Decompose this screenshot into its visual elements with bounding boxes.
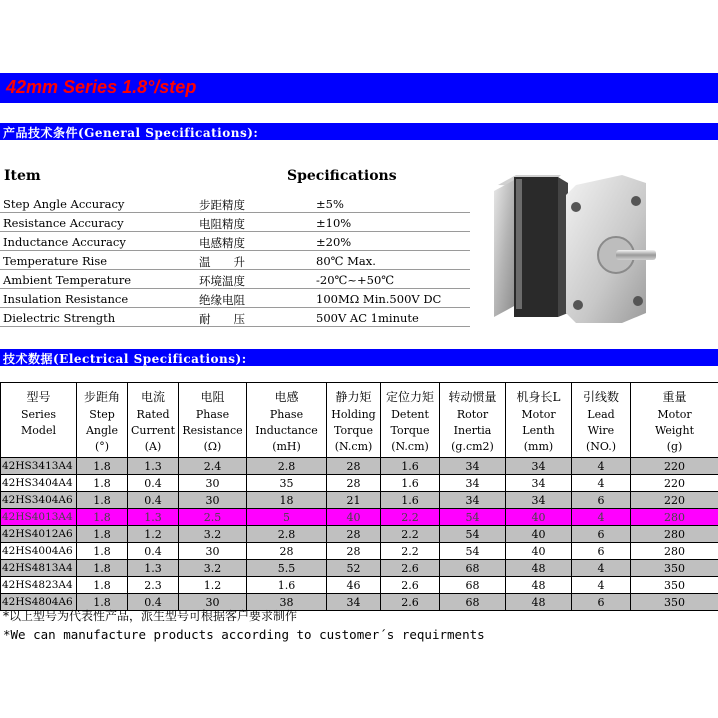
column-header: [128, 383, 179, 458]
table-cell: 18: [247, 492, 327, 509]
spec-value: 100MΩ Min.500V DC: [316, 292, 442, 306]
column-header-cn: 引线数: [582, 390, 619, 404]
table-cell: 280: [631, 526, 718, 543]
column-header-en: (°): [94, 440, 110, 453]
table-cell: 34: [506, 475, 572, 492]
spec-value: ±20%: [316, 235, 352, 249]
note-cn: *以上型号为代表性产品，派生型号可根据客户要求制作: [3, 609, 298, 623]
table-cell: 220: [631, 458, 718, 475]
table-cell: 1.8: [77, 492, 128, 509]
table-cell: 220: [631, 475, 718, 492]
table-cell: 30: [179, 594, 247, 611]
electrical-spec-title: 技术数据(Electrical Specifications):: [3, 352, 247, 366]
column-header: [381, 383, 440, 458]
column-header: [506, 383, 572, 458]
column-header: [631, 383, 718, 458]
table-cell: 28: [247, 543, 327, 560]
column-header-en: Torque: [334, 424, 373, 437]
column-header-en: Weight: [655, 424, 694, 437]
table-row: [1, 492, 718, 509]
column-header-en: Detent: [391, 408, 429, 421]
model-cell: 42HS3404A4: [1, 475, 77, 492]
spec-item-en: Temperature Rise: [3, 254, 108, 268]
table-cell: 68: [440, 577, 506, 594]
column-header-en: (g.cm2): [451, 440, 494, 453]
table-cell: 280: [631, 543, 718, 560]
column-header-en: (NO.): [585, 440, 617, 453]
column-header-en: Resistance: [182, 424, 243, 437]
table-cell: 30: [179, 475, 247, 492]
table-cell: 350: [631, 577, 718, 594]
general-spec-row: [0, 270, 470, 289]
column-header-cn: 电流: [140, 390, 165, 404]
table-cell: 34: [506, 492, 572, 509]
table-cell: 28: [327, 543, 381, 560]
page-title: 42mm Series 1.8°/step: [6, 77, 197, 97]
table-cell: 4: [572, 577, 631, 594]
table-cell: 40: [506, 543, 572, 560]
column-header: [327, 383, 381, 458]
spec-item-cn: 电感精度: [199, 236, 245, 250]
table-cell: 30: [179, 492, 247, 509]
general-spec-title: 产品技术条件(General Specifications):: [3, 126, 259, 140]
spec-item-cn: 环境温度: [199, 274, 245, 288]
table-cell: 1.6: [247, 577, 327, 594]
model-cell: 42HS4813A4: [1, 560, 77, 577]
spec-item-cn: 温 升: [199, 255, 245, 269]
table-row: [1, 526, 718, 543]
column-header-en: Inductance: [255, 424, 318, 437]
table-cell: 0.4: [128, 492, 179, 509]
column-header-en: Current: [130, 424, 176, 437]
table-cell: 54: [440, 543, 506, 560]
column-header: [77, 383, 128, 458]
table-cell: 1.3: [128, 458, 179, 475]
column-header-en: Motor: [657, 408, 692, 421]
column-header-en: (A): [144, 440, 162, 453]
table-cell: 2.2: [381, 526, 440, 543]
table-cell: 350: [631, 560, 718, 577]
table-cell: 68: [440, 594, 506, 611]
column-header-en: Model: [21, 424, 56, 437]
table-cell: 1.8: [77, 526, 128, 543]
note-en: *We can manufacture products according to customer´s requirments: [3, 627, 485, 642]
table-cell: 220: [631, 492, 718, 509]
table-cell: 1.8: [77, 475, 128, 492]
column-header-en: (g): [666, 440, 683, 453]
model-cell: 42HS4823A4: [1, 577, 77, 594]
spec-item-cn: 电阻精度: [199, 217, 245, 231]
table-cell: 4: [572, 458, 631, 475]
table-cell: 34: [327, 594, 381, 611]
table-cell: 35: [247, 475, 327, 492]
column-header-en: (Ω): [203, 440, 222, 453]
column-header-cn: 步距角: [83, 390, 120, 404]
stepper-motor-image: [476, 155, 718, 340]
table-cell: 54: [440, 526, 506, 543]
general-spec-row: [0, 251, 470, 270]
table-cell: 34: [506, 458, 572, 475]
table-cell: 1.8: [77, 560, 128, 577]
column-header-en: Angle: [85, 424, 119, 437]
table-row: [1, 560, 718, 577]
general-spec-row: [0, 213, 470, 232]
table-cell: 2.2: [381, 509, 440, 526]
table-cell: 6: [572, 594, 631, 611]
spec-item-cn: 耐 压: [199, 312, 245, 326]
column-header-en: Wire: [587, 424, 615, 437]
column-header: [247, 383, 327, 458]
column-header: [572, 383, 631, 458]
column-header-en: Motor: [521, 408, 556, 421]
table-cell: 2.6: [381, 594, 440, 611]
table-cell: 0.4: [128, 594, 179, 611]
table-cell: 34: [440, 492, 506, 509]
spec-item-en: Resistance Accuracy: [3, 216, 124, 230]
electrical-spec-bar: [0, 349, 718, 366]
table-cell: 2.2: [381, 543, 440, 560]
column-header-cn: 电阻: [200, 390, 225, 404]
table-cell: 1.8: [77, 458, 128, 475]
table-row: [1, 509, 718, 526]
table-cell: 46: [327, 577, 381, 594]
table-cell: 1.6: [381, 492, 440, 509]
column-header-en: Lenth: [522, 424, 555, 437]
spec-header: Specifications: [287, 168, 397, 184]
table-cell: 48: [506, 577, 572, 594]
table-cell: 1.8: [77, 509, 128, 526]
table-cell: 0.4: [128, 475, 179, 492]
table-cell: 48: [506, 560, 572, 577]
table-row: [1, 577, 718, 594]
spec-item-en: Step Angle Accuracy: [3, 197, 125, 211]
spec-item-en: Inductance Accuracy: [3, 235, 126, 249]
table-cell: 1.8: [77, 577, 128, 594]
table-cell: 2.6: [381, 577, 440, 594]
general-spec-row: [0, 308, 470, 327]
general-spec-row: [0, 289, 470, 308]
table-cell: 40: [327, 509, 381, 526]
table-row: [1, 458, 718, 475]
spec-value: ±10%: [316, 216, 352, 230]
table-cell: 34: [440, 475, 506, 492]
table-cell: 28: [327, 458, 381, 475]
electrical-spec-table: [0, 382, 718, 611]
table-cell: 1.3: [128, 509, 179, 526]
column-header-en: (mH): [272, 440, 301, 453]
table-row: [1, 543, 718, 560]
spec-value: ±5%: [316, 197, 344, 211]
table-cell: 34: [440, 458, 506, 475]
table-row: [1, 475, 718, 492]
spec-item-en: Ambient Temperature: [3, 273, 132, 287]
column-header-en: Lead: [587, 408, 615, 421]
table-cell: 21: [327, 492, 381, 509]
table-cell: 54: [440, 509, 506, 526]
table-cell: 68: [440, 560, 506, 577]
model-cell: 42HS3413A4: [1, 458, 77, 475]
table-cell: 52: [327, 560, 381, 577]
column-header-en: (N.cm): [391, 440, 429, 453]
column-header-cn: 定位力矩: [385, 390, 434, 404]
table-cell: 5.5: [247, 560, 327, 577]
table-cell: 1.3: [128, 560, 179, 577]
general-spec-bar: [0, 123, 718, 140]
table-cell: 3.2: [179, 560, 247, 577]
title-bar: [0, 73, 718, 103]
column-header-en: Inertia: [453, 424, 492, 437]
spec-item-cn: 绝缘电阻: [199, 293, 245, 307]
model-cell: 42HS4804A6: [1, 594, 77, 611]
column-header-en: (N.cm): [334, 440, 373, 453]
general-spec-row: [0, 194, 470, 213]
table-cell: 40: [506, 526, 572, 543]
column-header-en: Phase: [269, 408, 304, 421]
table-cell: 1.6: [381, 475, 440, 492]
column-header-en: Rotor: [456, 408, 489, 421]
table-cell: 30: [179, 543, 247, 560]
table-cell: 40: [506, 509, 572, 526]
table-cell: 2.5: [179, 509, 247, 526]
table-cell: 6: [572, 526, 631, 543]
table-cell: 5: [247, 509, 327, 526]
column-header-cn: 机身长L: [516, 390, 561, 404]
spec-value: 80℃ Max.: [316, 254, 376, 268]
table-cell: 4: [572, 475, 631, 492]
column-header-en: Series: [21, 408, 56, 421]
table-cell: 48: [506, 594, 572, 611]
model-cell: 42HS4013A4: [1, 509, 77, 526]
table-cell: 1.8: [77, 543, 128, 560]
column-header-en: Rated: [136, 408, 170, 421]
table-cell: 0.4: [128, 543, 179, 560]
model-cell: 42HS4012A6: [1, 526, 77, 543]
item-header: Item: [4, 168, 41, 184]
table-cell: 28: [327, 526, 381, 543]
column-header: [440, 383, 506, 458]
column-header-en: Torque: [390, 424, 430, 437]
table-cell: 1.6: [381, 458, 440, 475]
general-spec-row: [0, 232, 470, 251]
column-header: [179, 383, 247, 458]
model-cell: 42HS3404A6: [1, 492, 77, 509]
table-cell: 2.8: [247, 526, 327, 543]
spec-value: 500V AC 1minute: [316, 311, 419, 325]
model-cell: 42HS4004A6: [1, 543, 77, 560]
column-header-cn: 转动惯量: [448, 390, 497, 404]
spec-value: -20℃~+50℃: [316, 273, 395, 287]
table-cell: 2.3: [128, 577, 179, 594]
column-header-en: (mm): [523, 440, 554, 453]
table-cell: 6: [572, 543, 631, 560]
column-header-cn: 电感: [274, 390, 299, 404]
table-cell: 280: [631, 509, 718, 526]
column-header-en: Phase: [195, 408, 230, 421]
table-cell: 38: [247, 594, 327, 611]
column-header-en: Step: [89, 408, 115, 421]
table-cell: 2.6: [381, 560, 440, 577]
spec-item-en: Dielectric Strength: [3, 311, 116, 325]
spec-item-en: Insulation Resistance: [3, 292, 129, 306]
table-cell: 4: [572, 560, 631, 577]
table-cell: 1.2: [128, 526, 179, 543]
column-header-cn: 型号: [26, 390, 51, 404]
table-cell: 350: [631, 594, 718, 611]
table-cell: 4: [572, 509, 631, 526]
column-header-cn: 重量: [662, 390, 687, 404]
table-cell: 2.8: [247, 458, 327, 475]
table-cell: 1.8: [77, 594, 128, 611]
spec-item-cn: 步距精度: [199, 198, 245, 212]
table-cell: 3.2: [179, 526, 247, 543]
table-header-row: [1, 383, 718, 458]
table-cell: 1.2: [179, 577, 247, 594]
column-header: [1, 383, 77, 458]
column-header-en: Holding: [331, 408, 376, 421]
table-cell: 2.4: [179, 458, 247, 475]
column-header-cn: 静力矩: [335, 390, 372, 404]
table-cell: 6: [572, 492, 631, 509]
table-cell: 28: [327, 475, 381, 492]
